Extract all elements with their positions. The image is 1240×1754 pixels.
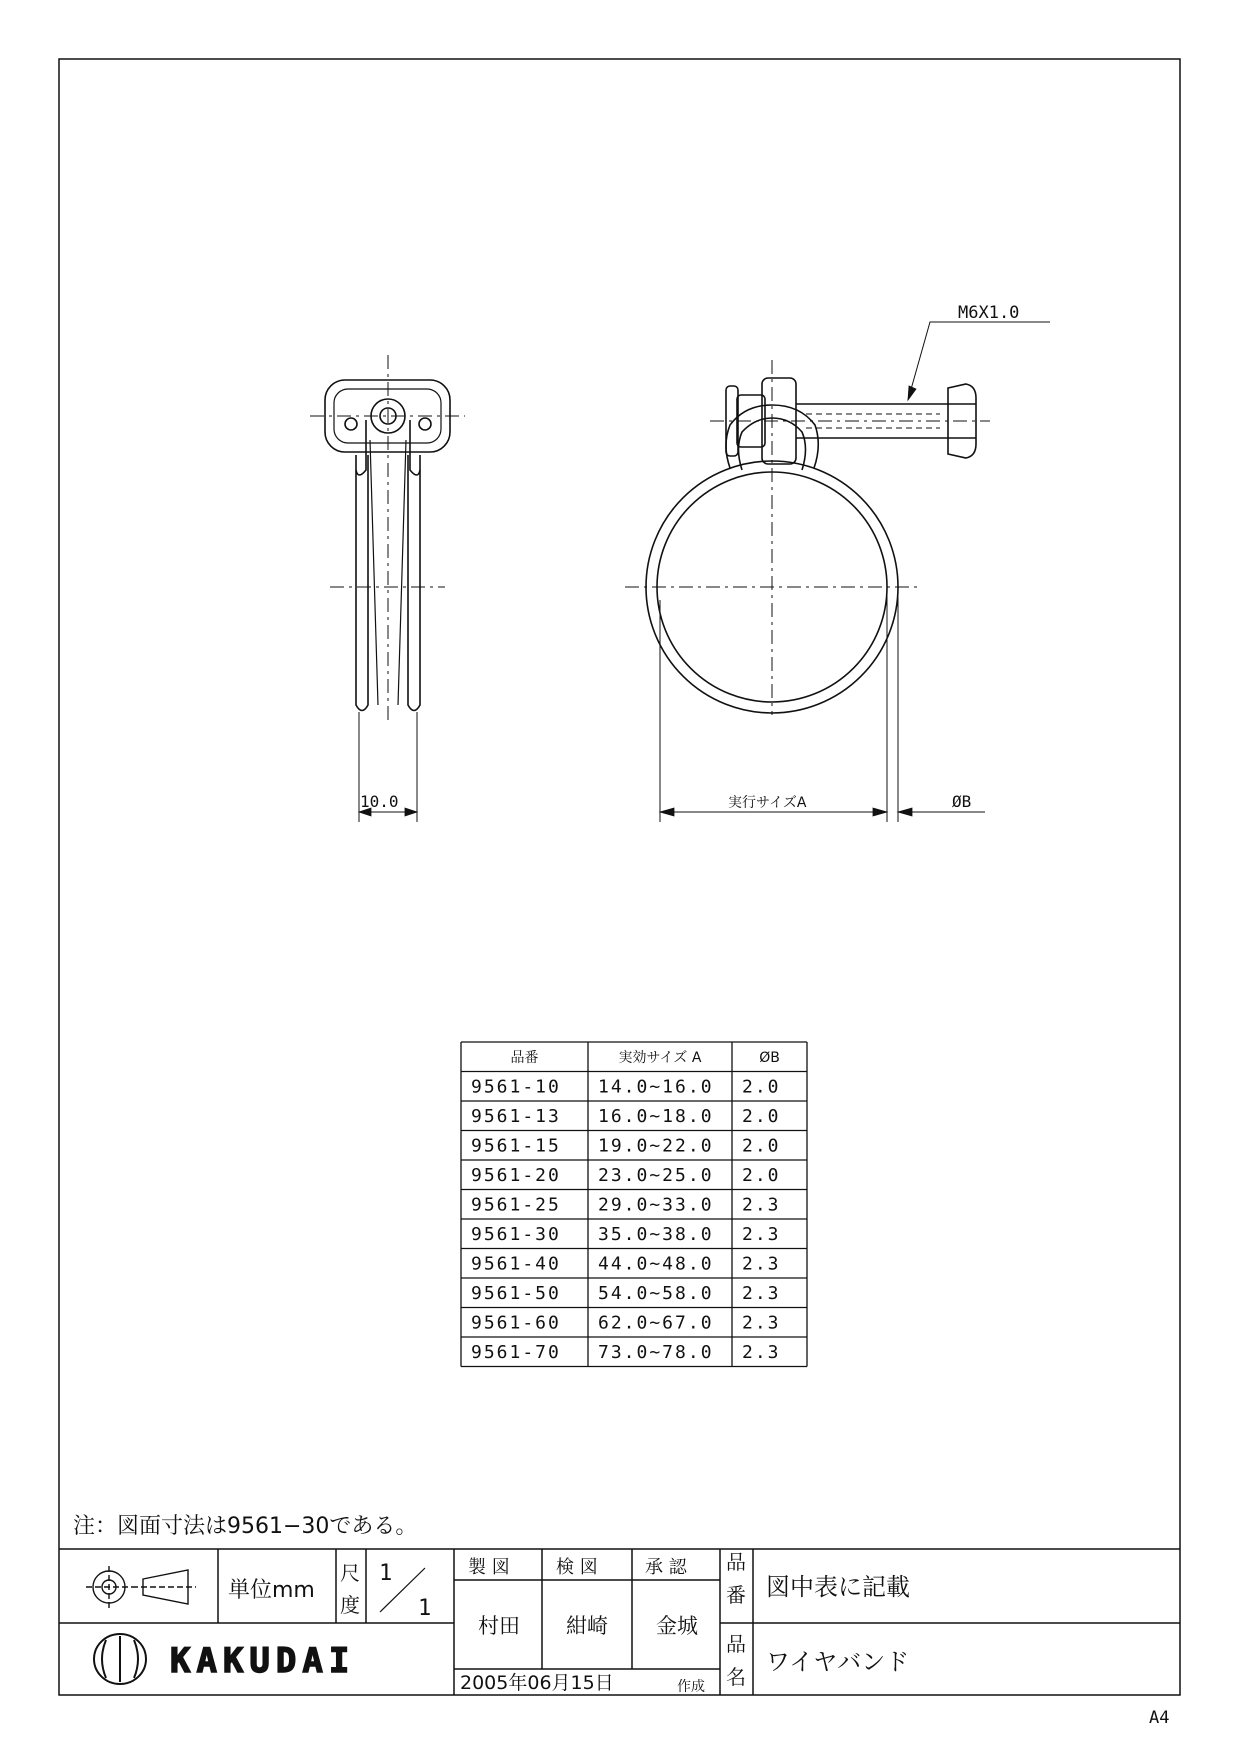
table-cell: 2.0 — [742, 1106, 781, 1127]
part-no-value: 図中表に記載 — [766, 1573, 910, 1601]
table-cell: 2.3 — [742, 1283, 781, 1304]
drawing-note: 注：図面寸法は9561−30である。 — [73, 1514, 418, 1539]
name-approved: 金城 — [656, 1614, 698, 1638]
table-cell: 9561-15 — [471, 1135, 561, 1157]
date-suffix: 作成 — [677, 1679, 705, 1695]
table-cell: 29.0~33.0 — [598, 1194, 714, 1216]
table-cell: 9561-30 — [471, 1224, 561, 1245]
dim-wire-label: ØB — [952, 792, 972, 811]
table-cell: 2.3 — [742, 1224, 781, 1245]
table-cell: 2.3 — [742, 1194, 781, 1216]
table-cell: 35.0~38.0 — [598, 1224, 714, 1245]
table-cell: 2.3 — [742, 1312, 781, 1334]
company-logo-text: KAKUDAI — [170, 1641, 356, 1681]
table-cell: 9561-40 — [471, 1253, 561, 1275]
part-no-label-2: 番 — [726, 1583, 746, 1607]
name-drafted: 村田 — [478, 1614, 520, 1638]
table-cell: 14.0~16.0 — [598, 1076, 714, 1098]
part-name-value: ワイヤバンド — [766, 1648, 910, 1676]
drawing-date: 2005年06月15日 — [460, 1672, 614, 1694]
unit-label: 単位mm — [228, 1578, 315, 1603]
table-header: ØB — [759, 1050, 780, 1066]
table-cell: 2.0 — [742, 1135, 781, 1157]
scale-label-2: 度 — [340, 1593, 360, 1617]
scale-numerator: 1 — [379, 1561, 393, 1586]
role-approved: 承 認 — [645, 1557, 687, 1578]
table-cell: 2.0 — [742, 1165, 781, 1186]
table-cell: 9561-50 — [471, 1283, 561, 1304]
sheet-size: A4 — [1149, 1708, 1170, 1728]
table-cell: 19.0~22.0 — [598, 1135, 714, 1157]
table-header: 実効サイズ A — [618, 1050, 702, 1066]
scale-denominator: 1 — [418, 1596, 432, 1621]
part-name-label-2: 名 — [726, 1665, 746, 1689]
name-checked: 紺崎 — [566, 1614, 608, 1638]
projection-symbol-icon — [86, 1566, 196, 1608]
table-cell: 62.0~67.0 — [598, 1312, 714, 1334]
table-cell: 2.3 — [742, 1253, 781, 1275]
part-no-label-1: 品 — [726, 1550, 746, 1574]
table-cell: 2.0 — [742, 1076, 781, 1098]
dim-size-label: 実行サイズA — [728, 795, 807, 811]
table-cell: 23.0~25.0 — [598, 1165, 714, 1186]
table-cell: 16.0~18.0 — [598, 1106, 714, 1127]
table-cell: 9561-10 — [471, 1076, 561, 1098]
table-cell: 54.0~58.0 — [598, 1283, 714, 1304]
table-cell: 2.3 — [742, 1342, 781, 1363]
thread-callout: M6X1.0 — [958, 303, 1020, 323]
table-cell: 9561-13 — [471, 1106, 561, 1127]
scale-label-1: 尺 — [340, 1561, 360, 1585]
table-cell: 9561-60 — [471, 1312, 561, 1334]
dim-width-label: 10.0 — [360, 792, 399, 811]
side-view — [310, 355, 465, 822]
table-cell: 73.0~78.0 — [598, 1342, 714, 1363]
kakudai-logo-mark — [94, 1634, 146, 1684]
table-cell: 9561-20 — [471, 1165, 561, 1186]
table-cell: 44.0~48.0 — [598, 1253, 714, 1275]
table-header: 品番 — [510, 1050, 539, 1066]
role-drafted: 製 図 — [468, 1557, 510, 1578]
table-cell: 9561-70 — [471, 1342, 561, 1363]
role-checked: 検 図 — [556, 1557, 598, 1578]
table-cell: 9561-25 — [471, 1194, 561, 1216]
front-view — [625, 322, 1050, 822]
part-name-label-1: 品 — [726, 1632, 746, 1656]
spec-table — [461, 1042, 807, 1367]
